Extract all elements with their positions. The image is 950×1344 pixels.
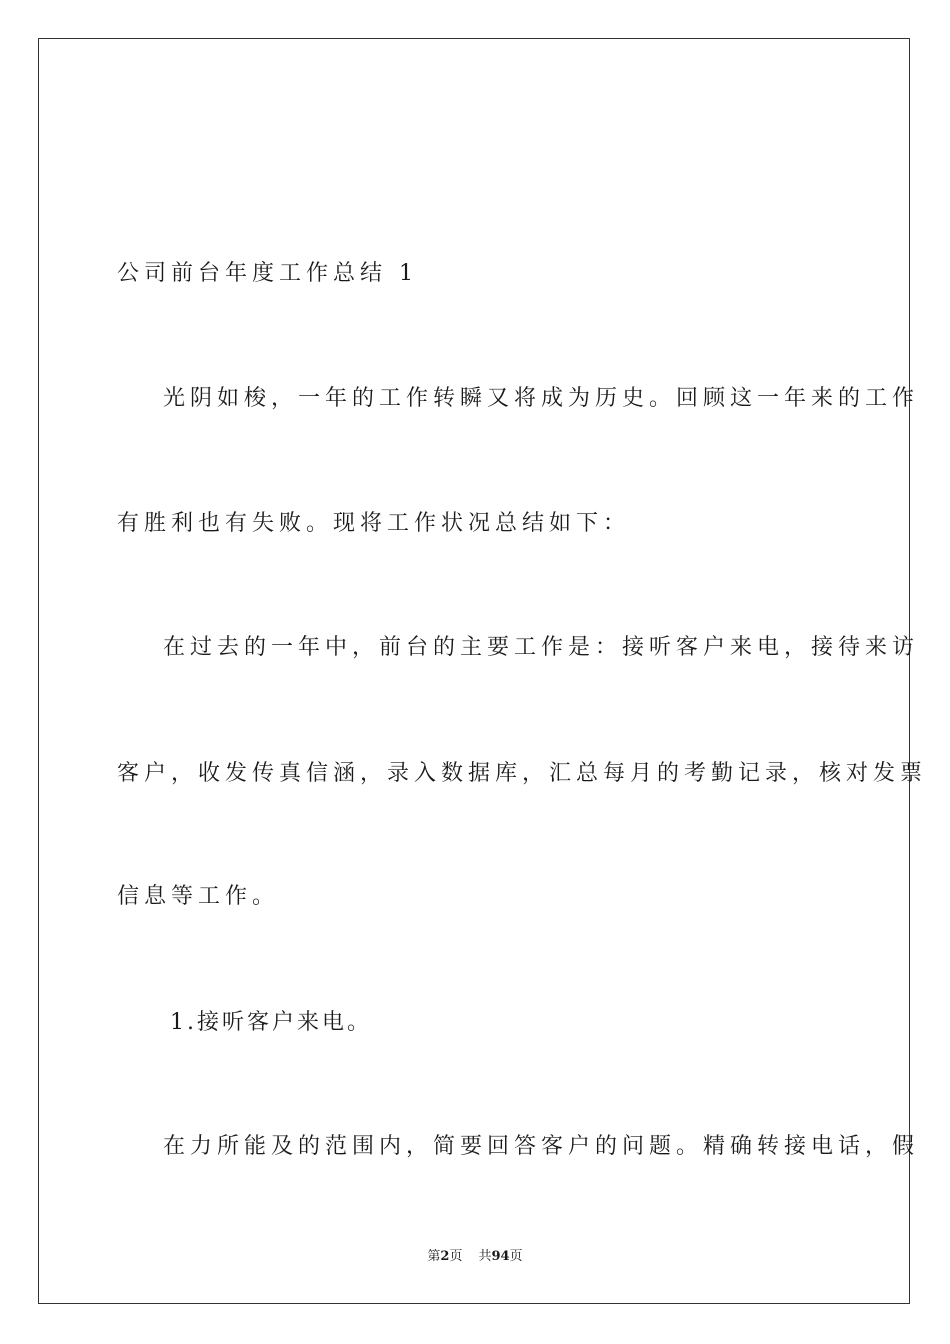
list-heading: 1.接听客户来电。	[170, 1010, 372, 1035]
page-number: 2	[440, 1249, 450, 1264]
total-prefix: 共	[478, 1249, 492, 1264]
paragraph-line: 在力所能及的范围内，简要回答客户的问题。精确转接电话，假	[163, 1134, 920, 1159]
total-suffix: 页	[509, 1249, 523, 1264]
total-pages: 94	[491, 1249, 510, 1264]
paragraph-line: 在过去的一年中，前台的主要工作是：接听客户来电，接待来访	[163, 635, 920, 660]
paragraph-line: 有胜利也有失败。现将工作状况总结如下：	[117, 511, 631, 536]
document-title: 公司前台年度工作总结 1	[117, 261, 418, 286]
page-border	[38, 38, 910, 1304]
paragraph-line: 信息等工作。	[117, 884, 280, 909]
paragraph-line: 客户，收发传真信涵，录入数据库，汇总每月的考勤记录，核对发票	[117, 761, 928, 786]
page-suffix: 页	[449, 1249, 463, 1264]
paragraph-line: 光阴如梭，一年的工作转瞬又将成为历史。回顾这一年来的工作	[163, 386, 920, 411]
page-prefix: 第	[427, 1249, 441, 1264]
page-footer	[0, 1250, 950, 1263]
